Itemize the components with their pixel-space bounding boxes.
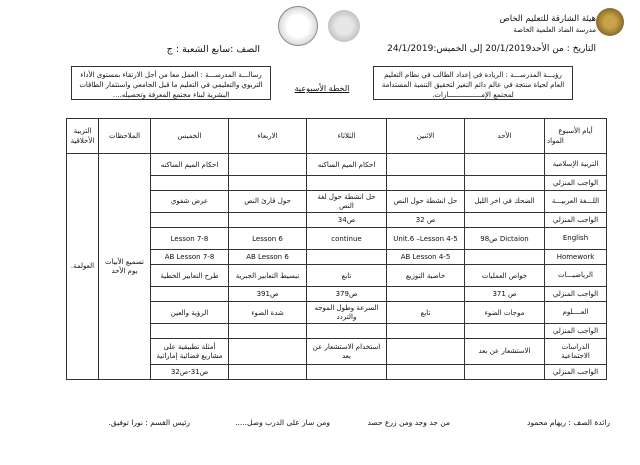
vision-box bbox=[373, 66, 573, 100]
lesson-cell: احكام الميم الساكنه bbox=[307, 154, 387, 176]
org-line2: مدرسة الضاد العلمية الخاصة bbox=[513, 26, 596, 34]
homework-cell bbox=[229, 365, 307, 380]
homework-cell: AB Lesson 6 bbox=[229, 250, 307, 265]
homework-cell bbox=[151, 324, 229, 339]
header-org bbox=[396, 14, 596, 36]
corner-bottom: المواد bbox=[547, 137, 564, 145]
lesson-cell: طرح التعابير الخطية bbox=[151, 265, 229, 287]
lesson-cell bbox=[387, 339, 465, 365]
homework-cell bbox=[387, 365, 465, 380]
lesson-cell: احكام الميم الساكنه bbox=[151, 154, 229, 176]
school-logo-center-left bbox=[278, 6, 318, 46]
homework-cell bbox=[307, 176, 387, 191]
homework-cell bbox=[307, 365, 387, 380]
lesson-cell: استخدام الاستشعار عن بعد bbox=[307, 339, 387, 365]
homework-cell bbox=[307, 250, 387, 265]
notes-cell: تسميع الأبيات يوم الأحد bbox=[99, 154, 151, 380]
homework-cell: ص391 bbox=[229, 287, 307, 302]
homework-cell: ص 32 bbox=[387, 213, 465, 228]
moral-header: التربية الأخلاقية bbox=[67, 119, 99, 154]
homework-cell bbox=[465, 365, 545, 380]
day-header: الأحد bbox=[465, 119, 545, 154]
table-row bbox=[67, 154, 607, 176]
lesson-cell: موجات الضوء bbox=[465, 302, 545, 324]
lesson-cell: continue bbox=[307, 228, 387, 250]
lesson-cell: عرض شفوي bbox=[151, 191, 229, 213]
lesson-cell: خاصية التوزيع bbox=[387, 265, 465, 287]
weekly-plan-table bbox=[66, 118, 606, 380]
lesson-cell: الضحك في اخر الليل bbox=[465, 191, 545, 213]
homework-label: Homework bbox=[545, 250, 607, 265]
lesson-cell: الرؤية والعين bbox=[151, 302, 229, 324]
lesson-cell: ص98 Dictaion bbox=[465, 228, 545, 250]
school-logo-right bbox=[596, 8, 624, 36]
lesson-cell: الاستشعار عن بعد bbox=[465, 339, 545, 365]
homework-cell bbox=[387, 324, 465, 339]
subject-cell: التربية الإسلامية bbox=[545, 154, 607, 176]
homework-cell bbox=[465, 324, 545, 339]
plan-title: الخطة الأسبوعية bbox=[294, 84, 350, 93]
subject-cell: الدراسات الاجتماعية bbox=[545, 339, 607, 365]
homework-label: الواجب المنزلي bbox=[545, 365, 607, 380]
subject-cell: الرياضيـــات bbox=[545, 265, 607, 287]
lesson-cell: تبسيط التعابير الجبرية bbox=[229, 265, 307, 287]
lesson-cell bbox=[465, 154, 545, 176]
homework-cell: AB Lesson 7-8 bbox=[151, 250, 229, 265]
lesson-cell: تابع bbox=[387, 302, 465, 324]
lesson-cell: خواص العمليات bbox=[465, 265, 545, 287]
homework-cell bbox=[465, 213, 545, 228]
homework-cell: ص 371 bbox=[465, 287, 545, 302]
lesson-cell: شدة الضوء bbox=[229, 302, 307, 324]
notes-header: الملاحظات bbox=[99, 119, 151, 154]
homework-cell bbox=[387, 287, 465, 302]
homework-cell bbox=[465, 250, 545, 265]
day-header: الاربعاء bbox=[229, 119, 307, 154]
corner-top: أيام الأسبوع bbox=[558, 127, 593, 135]
footer-class-teacher: رائدة الصف : ريهام محمود bbox=[527, 418, 610, 427]
day-header: الاثنين bbox=[387, 119, 465, 154]
homework-label: الواجب المنزلي bbox=[545, 176, 607, 191]
footer-motto-1: من جد وجد ومن زرع حصد bbox=[367, 418, 450, 427]
homework-cell bbox=[229, 213, 307, 228]
lesson-cell: Lesson 6 bbox=[229, 228, 307, 250]
lesson-cell: أمثلة تطبيقية على مشاريع فضائية إماراتية bbox=[151, 339, 229, 365]
day-header: الثلاثاء bbox=[307, 119, 387, 154]
lesson-cell: Lesson 7-8 bbox=[151, 228, 229, 250]
mission-box bbox=[71, 66, 271, 100]
homework-cell bbox=[151, 213, 229, 228]
lesson-cell: حل انشطة حول النص bbox=[387, 191, 465, 213]
class-line: الصف :سابع الشعبة : ج bbox=[166, 44, 260, 55]
moral-cell: العولمة. bbox=[67, 154, 99, 380]
homework-cell: ص34 bbox=[307, 213, 387, 228]
homework-cell bbox=[465, 176, 545, 191]
homework-cell bbox=[229, 324, 307, 339]
homework-cell: ص379 bbox=[307, 287, 387, 302]
homework-cell: ص31-ص32 bbox=[151, 365, 229, 380]
lesson-cell: حل انشطة حول لغة النص bbox=[307, 191, 387, 213]
lesson-cell bbox=[387, 154, 465, 176]
lesson-cell: السرعة وطول الموجه والتردد bbox=[307, 302, 387, 324]
homework-cell bbox=[151, 176, 229, 191]
lesson-cell: تابع bbox=[307, 265, 387, 287]
footer-head-of-dept: رئيس القسم : نورا توفيق. bbox=[108, 418, 190, 427]
mission-text: رسالـــة المدرســـة : العمل معا من أجل الارتقاء بمستوى الأداء التربوي والتعليمي في التعليم ما قبل الجامعي واستثمار الطاقات البشرية لبناء مجتمع المعرفة وتحصيله.... bbox=[79, 71, 263, 99]
subject-cell: العــــلوم bbox=[545, 302, 607, 324]
homework-label: الواجب المنزلي bbox=[545, 287, 607, 302]
date-line: التاريخ : من الأحد20/1/2019 إلى الخميس:24/1/2019 bbox=[387, 44, 596, 54]
homework-label: الواجب المنزلي bbox=[545, 213, 607, 228]
subject-cell: English bbox=[545, 228, 607, 250]
school-logo-center-right bbox=[328, 10, 360, 42]
corner-cell bbox=[545, 119, 607, 154]
day-header: الخميس bbox=[151, 119, 229, 154]
lesson-cell bbox=[229, 339, 307, 365]
homework-label: الواجب المنزلي bbox=[545, 324, 607, 339]
homework-cell bbox=[229, 176, 307, 191]
homework-cell bbox=[151, 287, 229, 302]
homework-cell: AB Lesson 4-5 bbox=[387, 250, 465, 265]
subject-cell: اللـــغة العربيـــة bbox=[545, 191, 607, 213]
table-header-row bbox=[67, 119, 607, 154]
lesson-cell: Unit.6 –Lesson 4-5 bbox=[387, 228, 465, 250]
homework-cell bbox=[307, 324, 387, 339]
org-line1: هيئة الشارقة للتعليم الخاص bbox=[499, 14, 596, 24]
vision-text: رؤيـــة المدرســـة : الريادة في إعداد الطالب في نظام التعليم العام لحياة منتجة في عالم دائم التغير لتحقيق التنمية المستدامة لمجتمع الإمــــــــــــــــارات. bbox=[381, 71, 565, 99]
lesson-cell bbox=[229, 154, 307, 176]
homework-cell bbox=[387, 176, 465, 191]
lesson-cell: حول قارئ النص bbox=[229, 191, 307, 213]
footer-motto-2: ومن سار على الدرب وصل..... bbox=[235, 418, 330, 427]
